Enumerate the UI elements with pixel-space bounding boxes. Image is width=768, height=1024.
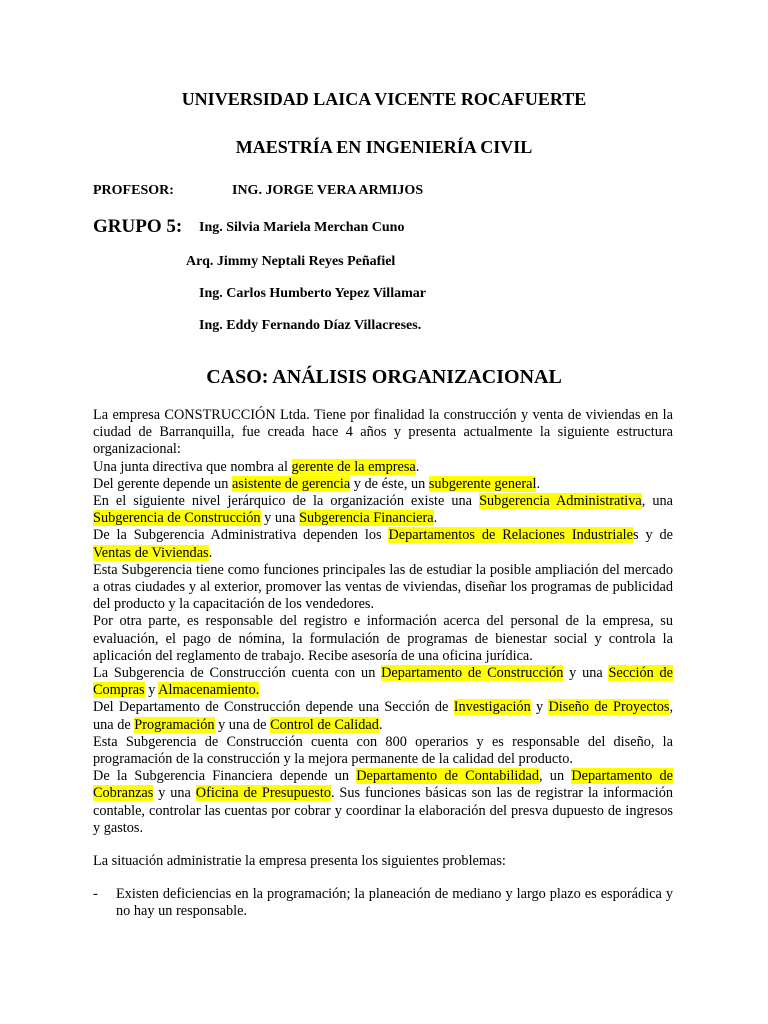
text-run: De la Subgerencia Financiera depende un [93, 768, 357, 785]
group-label: GRUPO 5: [93, 216, 183, 237]
text-run: La empresa CONSTRUCCIÓN Ltda. Tiene por finalidad la construcción y venta de viviendas en la ciudad de Barranquilla, fue creada hace 4 años y presenta actualmente la siguiente estructura organizacional: [93, 407, 673, 458]
group-member: Ing. Carlos Humberto Yepez Villamar [199, 286, 426, 301]
highlighted-text: Programación [134, 716, 215, 733]
text-run: Una junta directiva que nombra al [93, 458, 292, 475]
paragraph [93, 665, 673, 699]
paragraph [93, 562, 673, 614]
highlighted-text: Departamento de Cobranzas [93, 768, 674, 802]
text-run: y una [260, 510, 300, 527]
highlighted-text: Diseño de Proyectos [548, 699, 670, 716]
paragraph [93, 613, 673, 665]
highlighted-text: asistente de gerencia [231, 475, 351, 492]
text-run: . [433, 510, 438, 527]
text-run: y [530, 699, 549, 716]
university-title: UNIVERSIDAD LAICA VICENTE ROCAFUERTE [181, 89, 587, 109]
text-run: Del Departamento de Construcción depende una Sección de [93, 699, 454, 716]
paragraph [93, 459, 673, 476]
text-run: y una [563, 665, 609, 682]
highlighted-text: Departamentos de Relaciones Industriale [388, 527, 634, 544]
program-title: MAESTRÍA EN INGENIERÍA CIVIL [235, 137, 533, 157]
text-run: . [208, 544, 213, 561]
text-run: Esta Subgerencia de Construcción cuenta con 800 operarios y es responsable del diseño, la programación de la construcción y la mejora permanente de la calidad del producto. [93, 733, 673, 768]
group-member: Ing. Silvia Mariela Merchan Cuno [199, 220, 405, 235]
professor-label: PROFESOR: [93, 183, 174, 198]
case-title: CASO: ANÁLISIS ORGANIZACIONAL [206, 366, 562, 388]
text-run: . [378, 716, 383, 733]
highlighted-text: subgerente general [428, 475, 537, 492]
paragraph [93, 407, 673, 459]
group-member: Ing. Eddy Fernando Díaz Villacreses. [199, 318, 422, 333]
paragraph [93, 734, 673, 768]
paragraph [93, 768, 673, 837]
highlighted-text: Subgerencia Financiera [299, 510, 434, 527]
text-run: De la Subgerencia Administrativa dependen los [93, 527, 389, 544]
text-run: . Sus funciones básicas son las de registrar la información contable, controlar las cuentas por cobrar y coordinar la elaboración del presva dupuesto de ingresos y gastos. [93, 785, 674, 836]
paragraph [93, 699, 673, 733]
case-body [93, 407, 673, 921]
text-run: Del gerente depende un [93, 475, 232, 492]
text-run: y [144, 682, 159, 699]
text-run: . [415, 458, 420, 475]
paragraph [93, 527, 673, 561]
highlighted-text: Sección de Compras [93, 665, 674, 699]
paragraph [93, 476, 673, 493]
text-run: , una [641, 493, 674, 510]
text-run: En el siguiente nivel jerárquico de la organización existe una [93, 493, 480, 510]
highlighted-text: Investigación [453, 699, 531, 716]
text-run: . [536, 475, 541, 492]
text-run: y una de [214, 716, 271, 733]
text-run: La Subgerencia de Construcción cuenta con un [93, 665, 382, 682]
problem-list [93, 886, 673, 920]
problems-intro: La situación administratie la empresa presenta los siguientes problemas: [93, 853, 506, 870]
text-run: , una de [93, 699, 674, 733]
highlighted-text: Control de Calidad [270, 716, 379, 733]
highlighted-text: Departamento de Construcción [381, 665, 564, 682]
highlighted-text: Subgerencia Administrativa [479, 493, 642, 510]
professor-name: ING. JORGE VERA ARMIJOS [232, 183, 424, 198]
group-member: Arq. Jimmy Neptali Reyes Peñafiel [186, 254, 396, 269]
text-run: Esta Subgerencia tiene como funciones principales las de estudiar la posible ampliación del mercado a otras ciudades y al exterior, promover las ventas de viviendas, diseñar los programas de publicidad del producto y la capacitación de los vendedores. [93, 561, 673, 613]
paragraph [93, 493, 673, 527]
text-run: y de éste, un [350, 475, 429, 492]
text-run: s y de [633, 527, 674, 544]
text-run: , un [539, 768, 572, 785]
spacer [93, 837, 673, 853]
paragraph-list [93, 407, 673, 837]
highlighted-text: Almacenamiento. [158, 682, 260, 699]
highlighted-text: Subgerencia de Construcción [93, 510, 261, 527]
bullet-marker: - [93, 886, 98, 903]
highlighted-text: Oficina de Presupuesto [195, 785, 331, 802]
text-run: Por otra parte, es responsable del registro e información acerca del personal de la empresa, su evaluación, el pago de nómina, la formulación de programas de bienestar social y controla la aplicación del reglamento de trabajo. Recibe asesoría de una oficina jurídica. [93, 613, 673, 664]
highlighted-text: Departamento de Contabilidad [356, 768, 539, 785]
highlighted-text: Ventas de Viviendas [93, 544, 209, 561]
text-run: y una [153, 785, 196, 802]
problem-item [93, 886, 673, 920]
spacer [93, 870, 673, 886]
problem-text: Existen deficiencias en la programación; la planeación de mediano y largo plazo es esporádica y no hay un responsable. [116, 886, 673, 920]
highlighted-text: gerente de la empresa [291, 458, 416, 475]
